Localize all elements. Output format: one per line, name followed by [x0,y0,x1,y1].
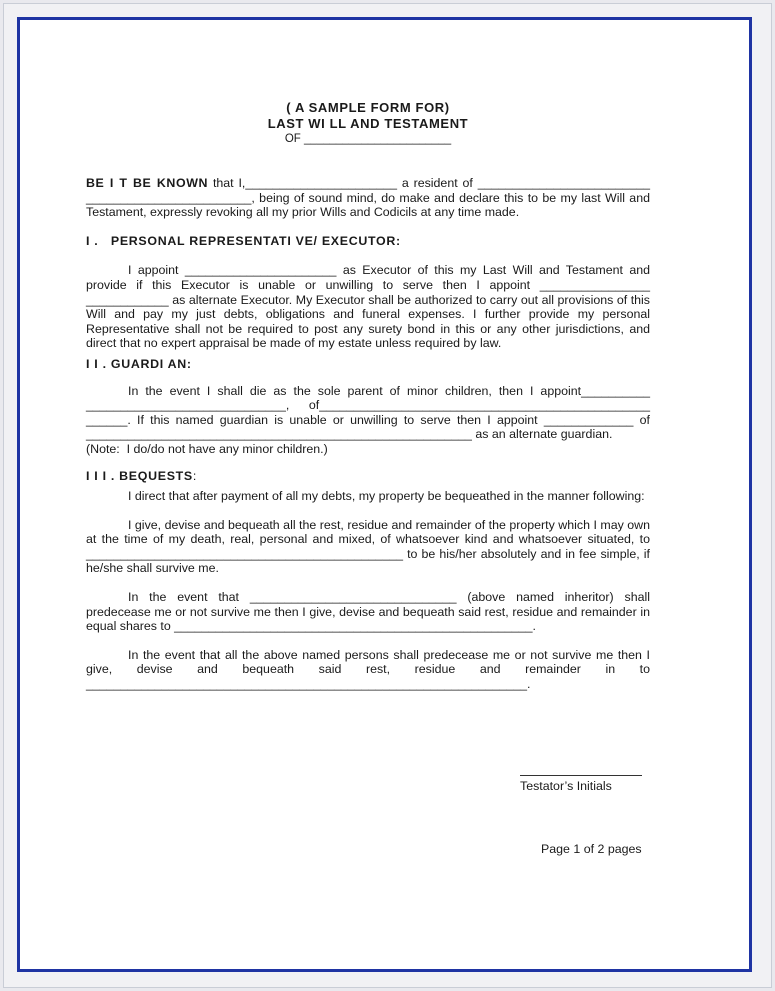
section2-note: (Note: I do/do not have any minor children.) [86,441,328,456]
section1-heading: I . PERSONAL REPRESENTATI VE/ EXECUTOR: [86,233,401,248]
section3-paragraph3: In the event that ______________________________ (above named inheritor) shall predecease me or not survive me then I give, devise and bequeath said rest, residue and remainder in equal shares to ____________________________________________________. [86,590,650,634]
section3-heading-colon: : [192,468,197,483]
section3-paragraph1: I direct that after payment of all my debts, my property be bequeathed in the manner following: [128,489,645,504]
section3-heading: I I I . BEQUESTS [86,468,193,483]
form-title-line2: LAST WI LL AND TESTAMENT [267,116,469,131]
section3-paragraph4: In the event that all the above named persons shall predecease me or not survive me then I give, devise and bequeath said rest, residue and remainder in to ________________________________________________________________. [86,647,650,692]
document-body [86,78,650,692]
testator-initials-block [520,775,650,793]
section3-paragraph2: I give, devise and bequeath all the rest, residue and remainder of the property which I may own at the time of my death, real, personal and mixed, of whatsoever kind and whatsoever situated, to ______________________________________________ to be his/her absolutely and in fee simple, if he/she shall survive me. [86,517,650,576]
section2-heading: I I . GUARDI AN: [86,356,192,371]
testator-initials-label: Testator’s Initials [520,779,612,793]
form-title-of-line: OF _______________________ [284,133,452,145]
section3-heading-row [86,469,650,484]
form-title-line1: ( A SAMPLE FORM FOR) [286,100,450,115]
intro-lead: BE I T BE KNOWN [86,176,209,190]
section1-paragraph: I appoint ______________________ as Executor of this my Last Will and Testament and provide if this Executor is unable or unwilling to serve then I appoint ________________ ____________ as alternate Executor. My Executor shall be authorized to carry out all provisions of this Will and pay my just debts, obligations and funeral expenses. I further provide my personal Representative shall not be required to post any surety bond in this or any other jurisdictions, and direct that no expert appraisal be made of my estate unless required by law. [86,263,650,351]
initials-signature-line [520,775,642,776]
intro-text: that I,______________________ a resident of _________________________ ________________________, being of sound mind, do make and declare this to be my last Will and Testament, expressly revoking all my prior Wills and Codicils at any time made. [86,176,650,220]
intro-paragraph [86,176,650,220]
page-number: Page 1 of 2 pages [541,842,642,856]
section2-paragraph: In the event I shall die as the sole parent of minor children, then I appoint__________ _____________________________, of________________________________________________ ______. If this named guardian is unable or unwilling to serve then I appoint _____________ of ________________________________________________________ as an alternate guardian. [86,383,650,442]
